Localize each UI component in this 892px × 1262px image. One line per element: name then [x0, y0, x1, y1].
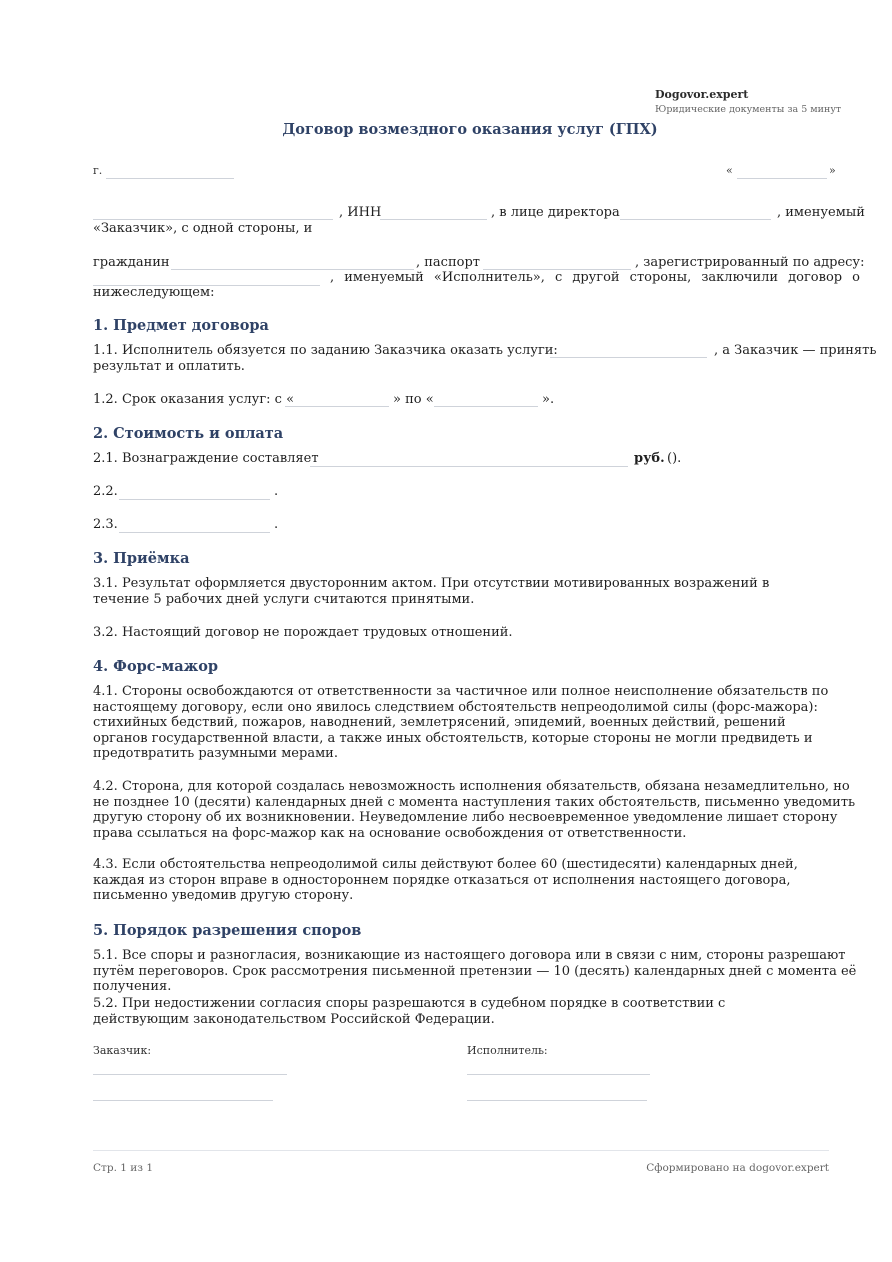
- executor-signature-label: Исполнитель:: [467, 1044, 548, 1057]
- registered-label: , зарегистрированный по адресу:: [635, 255, 865, 270]
- clause-2-1-text: 2.1. Вознаграждение составляет: [93, 451, 319, 466]
- section-4-title: 4. Форс-мажор: [93, 658, 219, 675]
- customer-signature-label: Заказчик:: [93, 1044, 152, 1057]
- page-number: Стр. 1 из 1: [93, 1162, 154, 1174]
- clause-2-2-label: 2.2.: [93, 484, 118, 499]
- clause-4-2: 4.2. Сторона, для которой создалась невозможность исполнения обязательств, обязана незамедлительно, но не позднее 10 (десяти) календарных дней с момента наступления таких обстоятельств, письменно уведомить другую сторону об их возникновении. Неуведомление либо несвоевременное уведомление лишает сторону права ссылаться на форс-мажор как на основание освобождения от ответственности.: [93, 779, 856, 841]
- brand-name: Dogovor.expert: [655, 88, 749, 101]
- clause-1-2-to: » по «: [393, 392, 434, 407]
- clause-1-1-accept: , а Заказчик — принять: [714, 343, 877, 358]
- date-quote-open: «: [726, 164, 733, 177]
- citizen-label: гражданин: [93, 255, 170, 270]
- following-text: нижеследующем:: [93, 285, 215, 300]
- clause-1-1-text: 1.1. Исполнитель обязуется по заданию Заказчика оказать услуги:: [93, 343, 558, 358]
- amount-words: ().: [667, 451, 682, 466]
- section-1-title: 1. Предмет договора: [93, 317, 269, 334]
- clause-5-2: 5.2. При недостижении согласия споры разрешаются в судебном порядке в соответствии с действующим законодательством Российской Федерации.: [93, 996, 726, 1027]
- city-prefix: г.: [93, 164, 103, 177]
- executor-signature-line: [467, 1074, 650, 1075]
- customer-name-line: [93, 1100, 273, 1101]
- clause-2-2-dot: .: [274, 484, 279, 499]
- customer-side-text: «Заказчик», с одной стороны, и: [93, 221, 313, 236]
- date-quote-close: »: [829, 164, 836, 177]
- start-date-blank: [285, 406, 389, 407]
- city-blank: [106, 178, 234, 179]
- clause-1-2-end: ».: [542, 392, 555, 407]
- clause-5-1: 5.1. Все споры и разногласия, возникающие из настоящего договора или в связи с ним, стороны разрешают путём переговоров. Срок рассмотрения письменной претензии — 10 (десять) календарных дней с момента её получения.: [93, 948, 857, 994]
- section-5-title: 5. Порядок разрешения споров: [93, 922, 362, 939]
- brand-tagline: Юридические документы за 5 минут: [655, 104, 842, 115]
- date-blank: [737, 178, 827, 179]
- clause-2-3-label: 2.3.: [93, 517, 118, 532]
- clause-4-3: 4.3. Если обстоятельства непреодолимой силы действуют более 60 (шестидесяти) календарных дней, каждая из сторон вправе в одностороннем порядке отказаться от исполнения настоящего договора, письменно уведомив другую сторону.: [93, 857, 798, 903]
- amount-blank: [310, 466, 628, 467]
- document-title: Договор возмездного оказания услуг (ГПХ): [282, 121, 658, 138]
- currency-label: руб.: [634, 451, 665, 466]
- clause-1-2-text: 1.2. Срок оказания услуг: с «: [93, 392, 295, 407]
- section-3-title: 3. Приёмка: [93, 550, 190, 567]
- clause-2-3-blank: [119, 532, 270, 533]
- director-label: , в лице директора: [491, 205, 620, 220]
- executor-name-line: [467, 1100, 647, 1101]
- clause-4-1: 4.1. Стороны освобождаются от ответственности за частичное или полное неисполнение обязательств по настоящему договору, если оно явилось следствием обстоятельств непреодолимой силы (форс-мажора): стихийных бедствий, пожаров, наводнений, землетрясений, эпидемий, военных действий, решений органов государственной власти, а также иных обстоятельств, которые стороны не могли предвидеть и предотвратить разумными мерами.: [93, 684, 829, 761]
- executor-side-text: , именуемый «Исполнитель», с другой стороны, заключили договор о: [330, 270, 860, 285]
- inn-label: , ИНН: [339, 205, 382, 220]
- customer-name-blank: [93, 219, 333, 220]
- clause-2-2-blank: [119, 499, 270, 500]
- clause-1-1-result: результат и оплатить.: [93, 359, 245, 374]
- end-date-blank: [434, 406, 538, 407]
- clause-3-1: 3.1. Результат оформляется двусторонним актом. При отсутствии мотивированных возражений в течение 5 рабочих дней услуги считаются принятыми.: [93, 576, 770, 607]
- section-2-title: 2. Стоимость и оплата: [93, 425, 284, 442]
- footer-divider: [93, 1150, 829, 1151]
- named-label: , именуемый: [777, 205, 865, 220]
- clause-2-3-dot: .: [274, 517, 279, 532]
- director-blank: [620, 219, 771, 220]
- generated-by: Сформировано на dogovor.expert: [646, 1162, 829, 1174]
- clause-3-2: 3.2. Настоящий договор не порождает трудовых отношений.: [93, 625, 513, 640]
- customer-signature-line: [93, 1074, 287, 1075]
- services-blank: [550, 357, 707, 358]
- passport-label: , паспорт: [416, 255, 480, 270]
- inn-blank: [380, 219, 487, 220]
